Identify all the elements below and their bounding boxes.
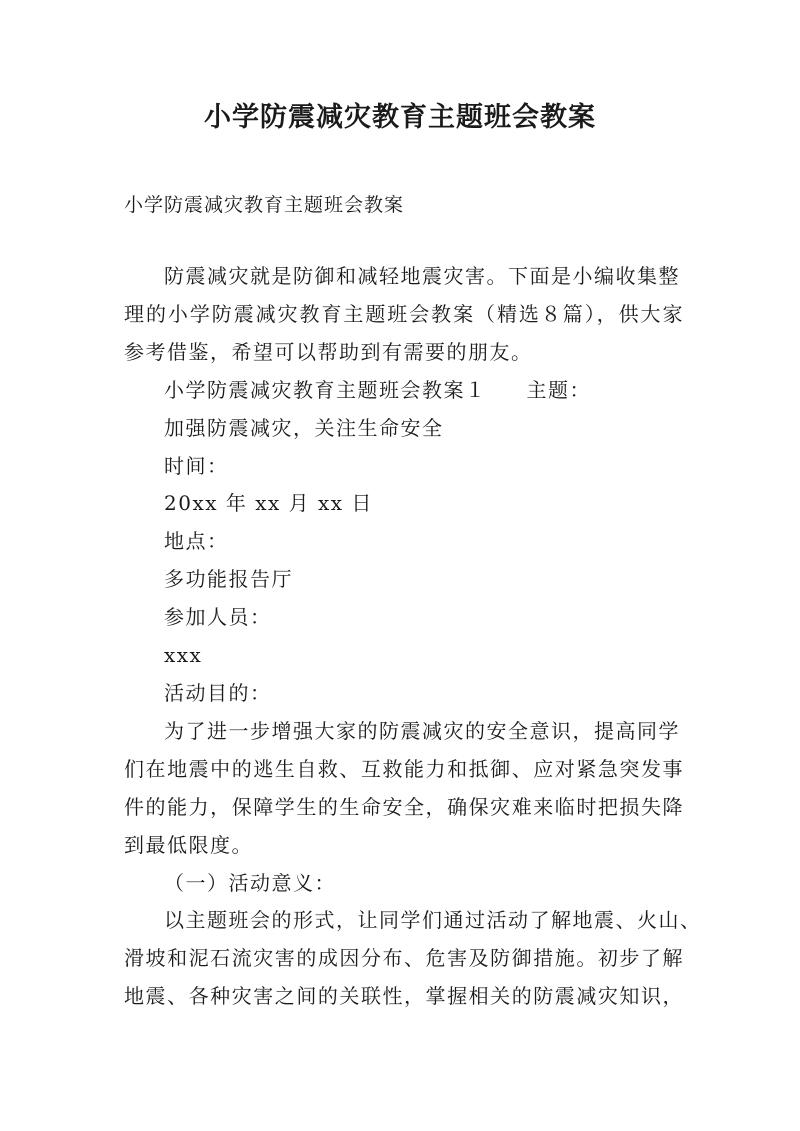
significance-paragraph xyxy=(124,902,702,1016)
document-body xyxy=(124,258,702,1016)
plan1-heading: 小学防震减灾教育主题班会教案１ xyxy=(164,377,487,402)
significance-line-1: 以主题班会的形式，让同学们通过活动了解地震、火山、 xyxy=(164,908,702,933)
purpose-line-3: 件的能力，保障学生的生命安全，确保灾难来临时把损失降 xyxy=(124,794,684,819)
purpose-line-4: 到最低限度。 xyxy=(124,832,253,857)
significance-label: （一）活动意义： xyxy=(164,870,336,895)
topic-label: 主题： xyxy=(526,377,591,402)
purpose-line-2: 们在地震中的逃生自救、互救能力和抵御、应对紧急突发事 xyxy=(124,756,684,781)
participants-value: xxx xyxy=(164,643,203,668)
document-subtitle: 小学防震减灾教育主题班会教案 xyxy=(124,194,405,216)
place-value: 多功能报告厅 xyxy=(164,567,293,592)
significance-line-3: 地震、各种灾害之间的关联性，掌握相关的防震减灾知识， xyxy=(124,984,684,1009)
intro-line-3: 参考借鉴，希望可以帮助到有需要的朋友。 xyxy=(124,339,533,364)
place-label: 地点： xyxy=(164,529,229,554)
intro-line-1: 防震减灾就是防御和减轻地震灾害。下面是小编收集整 xyxy=(164,264,680,288)
topic-value: 加强防震减灾，关注生命安全 xyxy=(164,415,444,440)
purpose-line-1: 为了进一步增强大家的防震减灾的安全意识，提高同学 xyxy=(164,718,680,743)
plan1-heading-line xyxy=(124,372,684,410)
intro-paragraph xyxy=(124,258,684,372)
time-label: 时间： xyxy=(164,453,229,478)
time-value: 20xx 年 xx 月 xx 日 xyxy=(164,491,373,516)
participants-label: 参加人员： xyxy=(164,605,272,630)
significance-line-2: 滑坡和泥石流灾害的成因分布、危害及防御措施。初步了解 xyxy=(124,946,684,971)
document-title: 小学防震减灾教育主题班会教案 xyxy=(204,102,596,133)
purpose-label: 活动目的： xyxy=(164,680,272,705)
purpose-paragraph xyxy=(124,713,684,865)
intro-line-2: 理的小学防震减灾教育主题班会教案（精选８篇），供大家 xyxy=(124,301,684,326)
